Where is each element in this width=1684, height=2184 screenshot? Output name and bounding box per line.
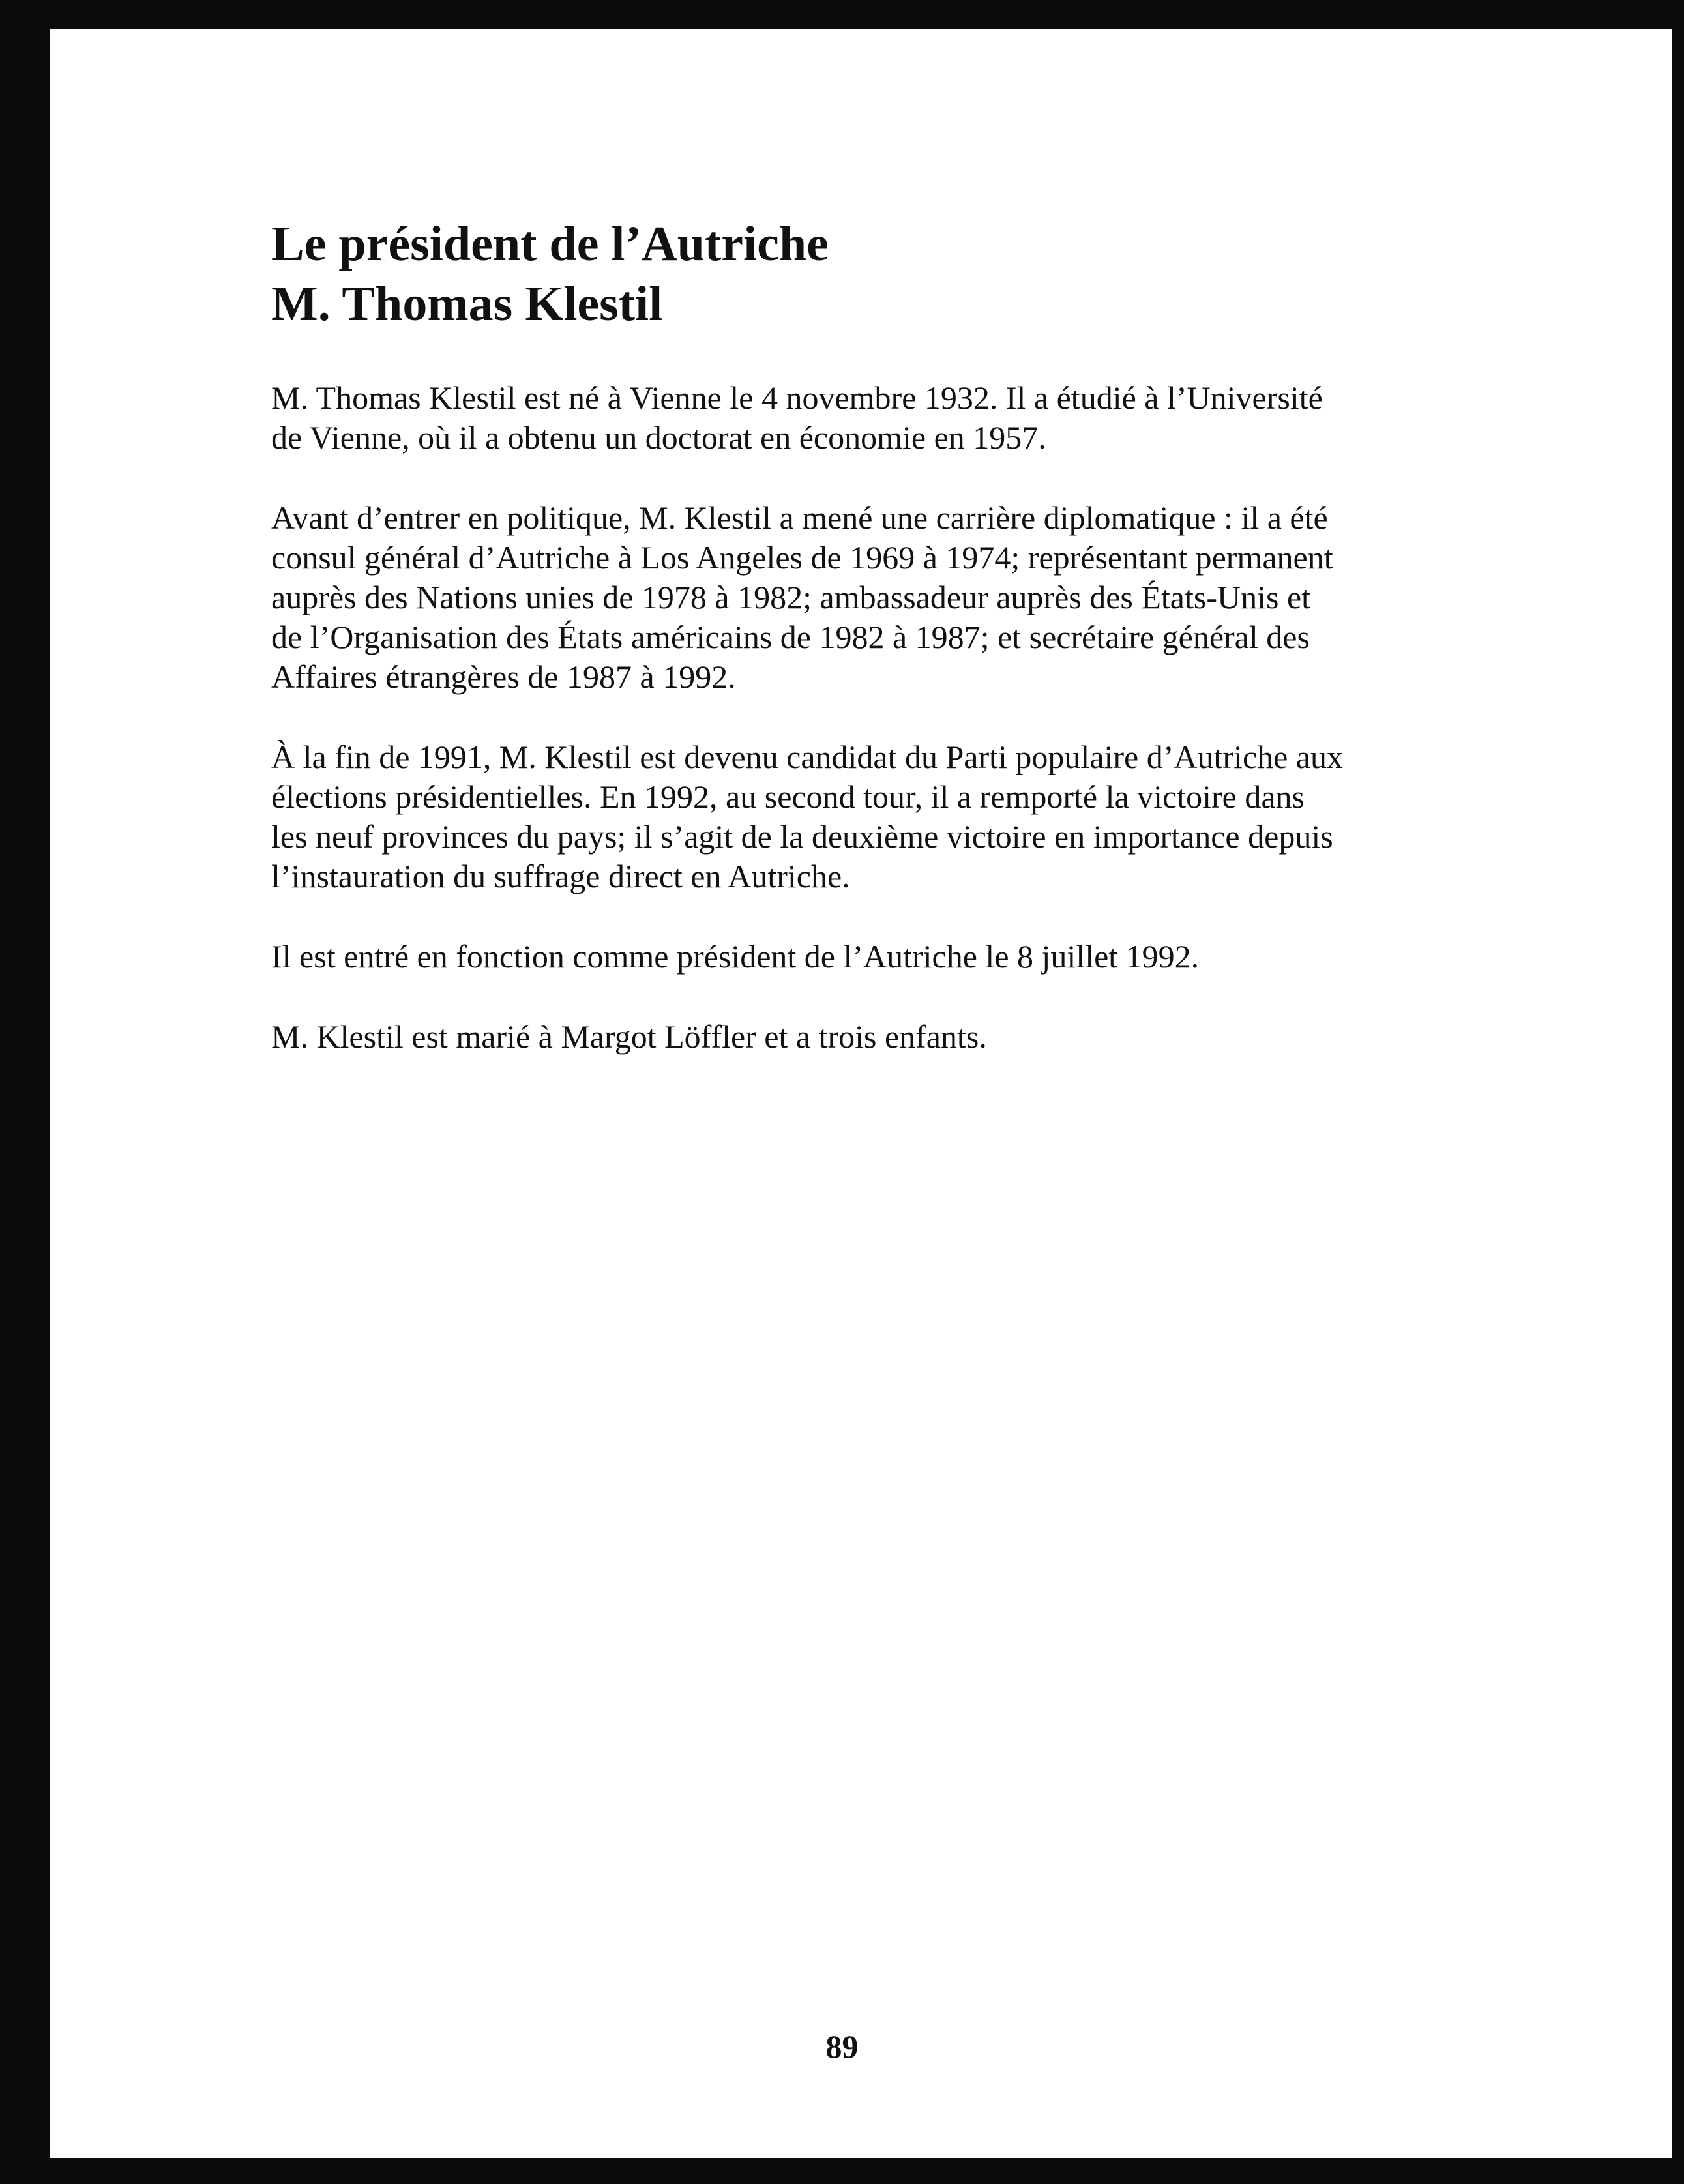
title-line: Le président de l’Autriche xyxy=(271,216,829,271)
paragraph-election xyxy=(271,737,1380,896)
text-line: Avant d’entrer en politique, M. Klestil a mené une carrière diplomatique : il a été xyxy=(271,499,1328,536)
text-line: M. Klestil est marié à Margot Löffler et a trois enfants. xyxy=(271,1018,987,1055)
text-line: les neuf provinces du pays; il s’agit de la deuxième victoire en importance depuis xyxy=(271,818,1333,855)
scan-border-top xyxy=(0,0,1684,29)
paragraph-birth-education xyxy=(271,378,1380,458)
text-line: de Vienne, où il a obtenu un doctorat en économie en 1957. xyxy=(271,419,1046,456)
text-line: À la fin de 1991, M. Klestil est devenu candidat du Parti populaire d’Autriche aux xyxy=(271,739,1344,775)
document-body xyxy=(271,214,1380,1097)
paragraph-family xyxy=(271,1017,1380,1057)
text-line: M. Thomas Klestil est né à Vienne le 4 novembre 1932. Il a étudié à l’Université xyxy=(271,379,1323,416)
text-line: Il est entré en fonction comme président de l’Autriche le 8 juillet 1992. xyxy=(271,938,1200,975)
text-line: auprès des Nations unies de 1978 à 1982; ambassadeur auprès des États-Unis et xyxy=(271,579,1311,615)
title-line: M. Thomas Klestil xyxy=(271,276,663,331)
paragraph-took-office xyxy=(271,937,1380,977)
scan-border-left xyxy=(0,0,50,2184)
text-line: l’instauration du suffrage direct en Autriche. xyxy=(271,858,850,894)
text-line: élections présidentielles. En 1992, au second tour, il a remporté la victoire dans xyxy=(271,778,1305,815)
paragraph-diplomatic-career xyxy=(271,498,1380,697)
page-number: 89 xyxy=(825,2028,859,2065)
text-line: de l’Organisation des États américains de 1982 à 1987; et secrétaire général des xyxy=(271,619,1310,655)
text-line: consul général d’Autriche à Los Angeles de 1969 à 1974; représentant permanent xyxy=(271,539,1333,576)
scan-border-right xyxy=(1672,0,1684,2184)
document-title xyxy=(271,214,1380,334)
text-line: Affaires étrangères de 1987 à 1992. xyxy=(271,658,736,695)
scan-border-bottom xyxy=(0,2158,1684,2184)
